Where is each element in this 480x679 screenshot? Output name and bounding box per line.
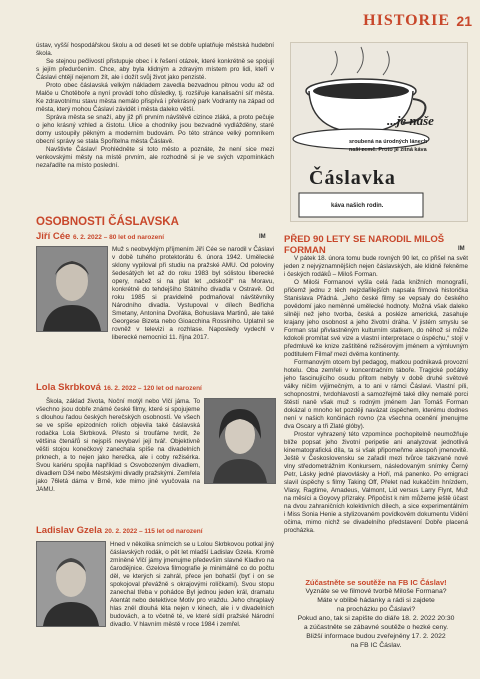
article-text: Škola, základ života, Noční motýl nebo Vlčí jáma. To všechno jsou dobře známé české filmy, které si spojujeme s dlouhou řadou českých herečských osobností. Ve všech se ve spíše epizodních rolích objevila také čáslavská rodačka Lola Skrbková. Přesto si troufáme tvrdit, že většina čtenářů si nejspíš nevybaví její tvář. Objektivně věšti stojou konečkový zanechala spíše na divadelních prknech, a to nejen jako herečka, ale i coby režisérka. Svou kariéru spojila například s Osvobozeným divadlem, divadlem D34 nebo Městskými divadly pražskými. Zemřela jako 76letá dáma v Brně, kde mimo jiné vyučovala na JAMU. xyxy=(36,398,200,493)
anniversary-date: 16. 2. 2022 – 120 let od narození xyxy=(103,385,202,392)
anniversary-date: 20. 2. 2022 – 115 let od narození xyxy=(104,528,203,535)
author-initials: IM xyxy=(259,234,266,240)
quiz-title: Zúčastněte se soutěže na FB IC Čáslav! xyxy=(305,578,447,587)
osobnosti-heading: OSOBNOSTI ČÁSLAVSKA xyxy=(36,216,179,228)
intro-text xyxy=(36,42,274,170)
ladislav-gzela-heading xyxy=(36,525,203,536)
anniversary-date: 6. 2. 2022 – 80 let od narození xyxy=(72,234,165,241)
coffee-cup-illustration xyxy=(291,43,467,221)
quiz-line: Vyznáte se ve filmové tvorbě Miloše Formana? xyxy=(305,588,447,595)
quiz-box xyxy=(284,578,468,650)
intro-paragraph: Navštivte Čáslav! Prohlédněte si toto město a poznáte, že není sice mezi venkovskými městy na místě prvním, ale rozhodně si je ve svých vzpomínkách nezařadíte na místo poslední. xyxy=(36,146,274,169)
intro-paragraph: ústav, vyšší hospodářskou školu a od deseti let se dobře uplatňuje městská hudební škola. xyxy=(36,42,274,57)
intro-paragraph: Se stejnou pečlivostí přistupuje obec i k řešení otázek, které konkrétně se spojují s jejím předurčením. Chce, aby byla klidným a zdravým místem pro lidi, kteří v Čáslavi chtějí nejenom žít, ale i dožít svůj život jako penzisté. xyxy=(36,58,274,81)
author-initials: IM xyxy=(458,246,465,252)
quiz-line: Bližší informace budou zveřejněny 17. 2. 2022 xyxy=(306,633,446,640)
forman-heading: PŘED 90 LETY SE NARODIL MILOŠ FORMAN xyxy=(284,234,445,256)
forman-article xyxy=(284,255,468,535)
article-text: Hned v několika snímcích se u Lolou Skrbkovou potkal jiný čáslavských rodák, o pět let mladší Ladislav Gzela. Kromě zmíněné Vlčí jámy jmenujme především slavné Kladivo na čarodějnice. Gzelova filmografie je minimálně co do počtu děl, ve kterých si zahrál, přece jen bohatší (byť i on se spokojoval převážně s okrajovými rolíčkami). Svou stopu zanechal třeba v pohádce Byl jednou jeden král, dramatu Atentát nebo detektivce Motiv pro vraždu. Jeho chraplavý hlas zněl dlouhá léta nejen v kinech, ale i v divadelních budovách, a to včetně té, ve které sídlí pražské Národní divadlo. V hlavním městě v roce 1984 i zemřel. xyxy=(110,541,274,628)
article-paragraph: Formanovým otcem byl pedagog, matkou podnikavá provozní hotelu. Oba zemřeli v koncentračním táboře. Tragické počátky jeho fascinujícího osudu přitom nebyly v době druhé světové války ničím výjimečným, a to ani v rámci Čáslavi. Vlastní píli, schopnostmi, tvrdohlavostí a samozřejmě také díky nemalé porci štěstí naně však muž s rodným jménem Jan Tomáš Forman dokázal o mnoho let později navázat úspěchem, kterému dodnes není v našich končinách rovno (za všechna ocenění jmenujme dva Oscary a tři Zlaté glóby). xyxy=(284,359,468,430)
quiz-line: Pokud ano, tak si zapište do diáře 18. 2. 2022 20:30 xyxy=(297,615,455,622)
ad-tagline: ...je naše xyxy=(387,113,434,128)
article-text: Muž s neobvyklým příjmením Jiří Cée se narodil v Čáslavi v době tuhého protektorátu 6. února 1942. Umělecké sklony vypiloval při studiu na pražské AMU. Od poloviny šedesátých let až do roku 1983 byl sólistou liberecké opery, načež si na plat let „odskočil“ na Moravu, konkrétně do tehdejšího Státního divadla v Ostravě. Od roku 1985 si pravidelně podmaňoval návštěvníky Národního divadla. Vystupoval v dílech Bedřicha Smetany, Antonína Dvořáka, Bohuslava Martinů, ale také Georgese Bizeta nebo Gioacchina Rossiniho. Uplatnil se rovněž v televizi a rozhlase. Naposledy vydechl v liberecké nemocnici 11. října 2017. xyxy=(112,246,274,341)
intro-paragraph: Proto obec čáslavská velkým nákladem zavedla bezvadnou pitnou vodu až od Malče u Chotěboře a nyní provádí toho důsledky, tj. rozšiřuje kanalisační síť města. Ke zdravotnímu stavu města nemálo přispívá i překrásný park Vodranty na západ od města, který mohou Čáslaví závidět i města daleko větší. xyxy=(36,82,274,113)
ladislav-gzela-text xyxy=(36,541,274,629)
intro-paragraph: Správa města se snaží, aby již při prvním návštěvě cizince zláká, a proto pečuje o jeho krásný vzhled a čistotu. Ulice a chodníky jsou bezvadně vydlážděny, staré domy ustoupily pěkným a moderním budovám. Po této stránce velký pomníkem obecní správy se stala Spořitelna města Čáslavě. xyxy=(36,114,274,145)
caslavka-advertisement xyxy=(290,42,468,222)
quiz-line: a zúčastněte se zábavné soutěže o hezké ceny. xyxy=(303,624,449,631)
jiri-cee-heading xyxy=(36,231,164,242)
quiz-line: na procházku po Čáslavi? xyxy=(336,606,416,613)
quiz-line: na FB IC Čáslav. xyxy=(350,642,402,649)
article-paragraph: V pátek 18. února tomu bude rovných 90 let, co přišel na svět jeden z nejvýznamnějších nejen čáslavských, ale klidně řekněme i českých rodáků – Miloš Forman. xyxy=(284,255,468,278)
ad-footer: káva našich rodin. xyxy=(331,203,384,209)
section-title: HISTORIE xyxy=(363,12,450,29)
person-name: Lola Skrbková xyxy=(36,382,101,393)
ad-line: naší země. Proto je žitná káva xyxy=(349,147,427,153)
article-paragraph: Prostor vyhrazený této vzpomínce pochopitelně neumožňuje blíže popsat jeho životní peripetie ani analyzovat jednotlivá kinematografická díla, ta si však připomeňme alespoň jmenovitě. Ještě v Československu se zařadil mezi tvůrce takzvané nové vlny středometrážním Konkursem, následovaným snímky Černý Petr, Lásky jedné plavovlásky a Hoří, má panenko. Po emigraci slavil úspěchy s filmy Taking Off, Přelet nad kukaččím hnízdem, Vlasy, Ragtime, Amadeus, Valmont, Lid versus Larry Flynt, Muž na měsíci a Goyovy přízraky. Připočíst k nim můžeme ještě účast na dvou zahraničních kolektivních dílech, a sice experimentálním i Miss Sonia Henie a stylizovaném povídkovém dokumentu Vidění očima, mimo nichž se divadelního představení Dobře placená procházka. xyxy=(284,431,468,534)
lola-skrbkova-heading xyxy=(36,382,202,393)
lola-skrbkova-photo xyxy=(204,398,276,484)
ad-line: sroubená na úrodných lánech xyxy=(349,139,428,145)
jiri-cee-text xyxy=(36,246,274,342)
quiz-line: Máte v oblibě hádanky a rádi si zajdete xyxy=(317,597,435,604)
person-name: Ladislav Gzela xyxy=(36,525,103,536)
lola-skrbkova-text xyxy=(36,398,200,494)
portrait-image xyxy=(205,399,275,483)
article-paragraph: O Miloši Formanovi vyšla celá řada knižních monografií, přičemž jednu z těch nejzdařilejších napsala filmová historička Stanislava Přádná. „Jeho české filmy se vepsaly do českého povědomí jako neměnné umělecké hodnoty. Možná však daleko silněji než jeho tvorba, česká a posléze americká, zasahuje krajany jeho osobnost a jeho životní dráha. V jistém smyslu se Forman stal přivlastněným kulturním statkem, do něhož si může kdokoli promítat své vize a vlastní interpretace o úspěchu,“ stojí v předmluvě ke knize zaštítěné režisérovým jménem a výmluvným podtitulem Filmař mezi dvěma kontinenty. xyxy=(284,279,468,358)
page-number: 21 xyxy=(456,13,472,29)
person-name: Jiří Cée xyxy=(36,231,71,242)
ad-brand: Čáslavka xyxy=(309,167,396,189)
